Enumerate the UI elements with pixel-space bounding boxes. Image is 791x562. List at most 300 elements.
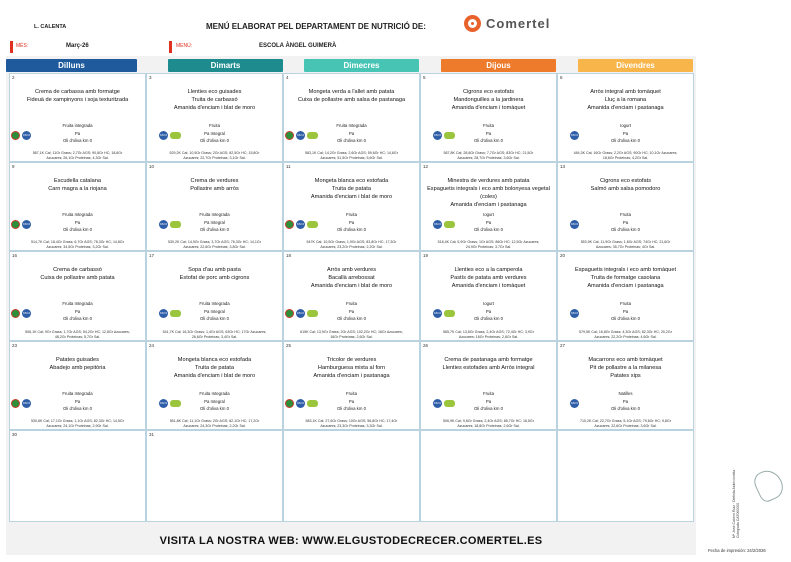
dessert: Iogurt: [483, 301, 494, 306]
nutrition-line-1: 529,2K Cal; 10,5Gr Grass; 2Gr AGS; 82,5Gr HC; 15,8Gr: [169, 151, 260, 155]
dish-first: Crema de carbassó: [53, 267, 102, 273]
diet-icons: [422, 396, 462, 412]
diet-icons: [11, 306, 51, 322]
nutrition-info: [423, 330, 554, 339]
day-cell: [557, 162, 694, 251]
header-top: [6, 8, 696, 40]
diet-icons: [285, 396, 325, 412]
oil: Oli d'oliva km 0: [337, 316, 366, 321]
oil: Oli d'oliva km 0: [474, 316, 503, 321]
dish-first: Espaguetis integrals i eco amb tomàquet: [574, 267, 677, 273]
dish-second: Truita de patata: [195, 365, 234, 371]
day-dimecres: Dimecres: [304, 59, 419, 72]
signature-text: Mª José Cabero Ruiz · Dietista-Nutricionista · Colegiada CAT000000: [732, 467, 740, 538]
day-cell: [9, 341, 146, 430]
dish-second: Abadejo amb pepitòria: [49, 365, 106, 371]
nutrition-info: [149, 419, 280, 428]
diet-icons: [422, 217, 462, 233]
dish-second: Mandonguilles a la jardinera: [453, 97, 524, 103]
day-number: 2: [12, 75, 15, 80]
dish-first: Patates guisades: [56, 357, 99, 363]
nutrition-line-2: Azucares; 23,3Gr Proteinas; 3,3Gr Sal.: [320, 423, 383, 428]
nutrition-line-1: 484,3K Cal; 16Gr Grass; 2,2Gr AGS; 90Gr HC; 10,1Gr Azucares;: [573, 151, 678, 155]
eco-icon: [170, 132, 181, 139]
dish-third: Amanida d'enciam i blat de moro: [310, 283, 393, 289]
day-cell: [283, 162, 420, 251]
dish-first: Mongeta verda a l'allet amb patata: [308, 89, 395, 95]
dish-list: [12, 88, 143, 104]
dish-third: Amanida d'enciam i pastanaga: [587, 283, 664, 289]
nutrition-line-2: Azucares; 22,7Gr Proteinas; 3,1Gr Sal.: [183, 155, 246, 160]
km0-icon: KM 0: [22, 399, 31, 408]
nutrition-line-1: 506,9K Cal; 9,6Gr Grass; 2,4Gr AGS; 85,7Gr HC; 16,5Gr: [443, 419, 534, 423]
day-cell: [9, 251, 146, 341]
dish-second: Truita de patata: [332, 186, 371, 192]
nutrition-line-2: Azucares; 22,6Gr Proteinas; 3,8Gr Sal.: [183, 244, 246, 249]
km0-icon: KM 0: [570, 309, 579, 318]
nutrition-line-1: 506,1K Cal; 9Gr Grass; 1,7Gr AGS; 54,2Gr HC; 12,8Gr Azucares;: [25, 330, 130, 334]
dish-first: Crema de pastanaga amb formatge: [444, 357, 533, 363]
day-dilluns: Dilluns: [6, 59, 137, 72]
dish-first: Llenties eco a la camperola: [454, 267, 523, 273]
dessert: Fruita: [620, 301, 631, 306]
dessert: Fruita: [483, 391, 494, 396]
dish-list: [149, 88, 280, 112]
nutrition-line-2: Azucares; 23,2Gr Proteinas; 2,2Gr Sal.: [320, 244, 383, 249]
nutrition-line-1: 547K Cal; 10,5Gr Grass; 1,9Gr AGS; 83,8Gr HC; 17,3Gr: [306, 240, 397, 244]
signature-icon: [751, 466, 787, 504]
oil: Oli d'oliva km 0: [474, 406, 503, 411]
bread: Pa: [485, 308, 492, 314]
header-info: [6, 40, 696, 56]
dish-list: [149, 177, 280, 193]
bread: Pa Integral: [204, 219, 225, 225]
nutrition-line-1: 583,1K Cal; 27,6Gr Grass; 10Gr AGS; 56,8Gr HC; 17,4Gr: [305, 419, 398, 423]
bread: Pa: [622, 219, 629, 225]
day-number: 9: [12, 164, 15, 169]
km0-icon: KM 0: [296, 131, 305, 140]
bread: Pa: [622, 398, 629, 404]
day-number: 20: [560, 253, 566, 258]
dessert: Fruita: [209, 123, 220, 128]
day-number: 4: [286, 75, 289, 80]
menu-marker: [169, 41, 172, 53]
dish-second: Lluç a la romana: [604, 97, 647, 103]
dish-list: [286, 88, 417, 104]
dessert: Fruita Integrada: [199, 212, 230, 217]
school-name: ESCOLA ÀNGEL GUIMERÀ: [259, 43, 337, 49]
vegetables-icon: [285, 220, 294, 229]
dessert: Fruita Integrada: [62, 212, 93, 217]
menu-sheet: [6, 8, 696, 555]
nutrition-info: [149, 151, 280, 160]
day-cell: [9, 73, 146, 162]
dish-list: [286, 356, 417, 380]
day-number: 24: [149, 343, 155, 348]
bread: Pa: [74, 219, 81, 225]
month-value: Març-26: [66, 43, 89, 49]
oil: Oli d'oliva km 0: [474, 227, 503, 232]
dish-first: Crema de carbassa amb formatge: [35, 89, 120, 95]
bread: Pa Integral: [204, 398, 225, 404]
oil: Oli d'oliva km 0: [200, 316, 229, 321]
dish-first: Crema de verdures: [190, 178, 239, 184]
day-cell: [420, 251, 557, 341]
dish-second: Carn magra a la riojana: [48, 186, 107, 192]
dish-third: Patates xips: [610, 373, 641, 379]
month-marker: [10, 41, 13, 53]
eco-icon: [307, 400, 318, 407]
dish-list: [423, 266, 554, 290]
day-number: 11: [286, 164, 291, 169]
dish-second: Pastís de patata amb verdures: [450, 275, 527, 281]
diet-icons: [422, 306, 462, 322]
nutrition-line-1: 530,2K Cal; 14,9Gr Grass; 3,7Gr AGS; 76,3Gr HC; 14,1Gr: [168, 240, 261, 244]
day-cell: [146, 73, 283, 162]
km0-icon: KM 0: [296, 309, 305, 318]
eco-icon: [444, 310, 455, 317]
dish-third: Amanida d'enciam i pastanaga: [450, 202, 527, 208]
bread: Pa: [348, 219, 355, 225]
nutrition-line-1: 583,1K Cal; 14,2Gr Grass; 2,6Gr AGS; 59,6Gr HC; 14,6Gr: [305, 151, 398, 155]
dessert: Fruita Integrada: [336, 123, 367, 128]
day-cell: [146, 341, 283, 430]
nutrition-line-1: 514,7K Cal; 18,4Gr Grass; 6,7Gr AGS; 78,3Gr HC; 14,8Gr: [31, 240, 124, 244]
dish-list: [423, 177, 554, 209]
dish-second: Bacallà arrebossat: [328, 275, 375, 281]
day-number: 5: [423, 75, 426, 80]
dish-second: Truita de carbassó: [191, 97, 238, 103]
day-number: 25: [286, 343, 292, 348]
dish-first: Sopa d'au amb pasta: [188, 267, 241, 273]
dish-first: Mongeta blanca eco estofada: [177, 357, 252, 363]
dish-second: Pit de pollastre a la milanesa: [589, 365, 662, 371]
day-number: 27: [560, 343, 566, 348]
nutrition-info: [12, 419, 143, 428]
day-cell: [420, 162, 557, 251]
nutrition-line-2: 48,2Gr Proteinas; 5,7Gr Sal.: [54, 334, 101, 339]
dish-third: Amanida d'enciam i blat de moro: [173, 373, 256, 379]
bread: Pa Integral: [204, 130, 225, 136]
day-cell: [146, 162, 283, 251]
dish-second: Salmó amb salsa pomodoro: [590, 186, 661, 192]
bread: Pa: [622, 130, 629, 136]
dish-second: Truita de formatge casolana: [590, 275, 661, 281]
oil: Oli d'oliva km 0: [611, 316, 640, 321]
oil: Oli d'oliva km 0: [63, 406, 92, 411]
diet-icons: [285, 128, 325, 144]
day-number: 3: [149, 75, 152, 80]
center-label: L. CALENTA: [34, 24, 67, 30]
dish-list: [12, 356, 143, 372]
nutrition-line-1: 518,4K Cal; 5,9Gr Grass; 1Gr AGS; 86Gr HC; 12,5Gr Azucares;: [437, 240, 540, 244]
nutrition-line-2: Azucares; 51,5Gr Proteinas; 5,6Gr Sal.: [320, 155, 383, 160]
diet-icons: [148, 217, 188, 233]
dessert: Fruita: [346, 391, 357, 396]
day-cell: [9, 162, 146, 251]
eco-icon: [444, 132, 455, 139]
bread: Pa: [485, 219, 492, 225]
km0-icon: KM 0: [570, 220, 579, 229]
bread: Pa: [348, 398, 355, 404]
day-cell: [146, 251, 283, 341]
vegetables-icon: [285, 131, 294, 140]
eco-icon: [307, 310, 318, 317]
menu-by-title: MENÚ ELABORAT PEL DEPARTAMENT DE NUTRICIÓ DE:: [206, 22, 426, 31]
brand-logo: [464, 15, 550, 32]
day-dimarts: Dimarts: [168, 59, 283, 72]
diet-icons: [148, 128, 188, 144]
dish-third: Amanida d'enciam i blat de moro: [310, 194, 393, 200]
oil: Oli d'oliva km 0: [200, 227, 229, 232]
nutrition-info: [286, 151, 417, 160]
vegetables-icon: [285, 309, 294, 318]
dish-first: Tricolor de verdures: [326, 357, 377, 363]
dish-first: Cigrons eco estofats: [600, 178, 651, 184]
nutrition-info: [12, 330, 143, 339]
day-cell: [420, 341, 557, 430]
diet-icons: [559, 306, 599, 322]
day-number: 19: [423, 253, 429, 258]
nutrition-info: [149, 240, 280, 249]
vegetables-icon: [11, 131, 20, 140]
day-number: 30: [12, 432, 18, 437]
vegetables-icon: [11, 309, 20, 318]
dish-second: Fideuà de xampinyons i soja texturitzada: [26, 97, 129, 103]
bread: Pa: [74, 398, 81, 404]
dish-first: Llenties eco guisades: [187, 89, 242, 95]
dish-second: Estofat de porc amb cigrons: [179, 275, 250, 281]
dish-list: [423, 88, 554, 112]
km0-icon: KM 0: [570, 399, 579, 408]
brand-name: Comertel: [486, 16, 551, 31]
nutrition-info: [286, 240, 417, 249]
diet-icons: [559, 128, 599, 144]
oil: Oli d'oliva km 0: [611, 138, 640, 143]
nutrition-line-2: Azucares; 24,1Gr Proteinas; 2,9Gr Sal.: [46, 423, 109, 428]
dish-list: [12, 266, 143, 282]
bread: Pa: [348, 308, 355, 314]
nutrition-info: [286, 419, 417, 428]
day-cell: [557, 251, 694, 341]
vegetables-icon: [11, 220, 20, 229]
km0-icon: KM 0: [433, 399, 442, 408]
oil: Oli d'oliva km 0: [63, 227, 92, 232]
website-footer[interactable]: VISITA LA NOSTRA WEB: WWW.ELGUSTODECRECER.COMERTEL.ES: [159, 535, 543, 547]
dish-list: [560, 177, 691, 193]
nutrition-line-1: 615K Cal; 13,9Gr Grass; 2Gr AGS; 102,2Gr HC; 16Gr Azucares;: [300, 330, 403, 334]
day-number: 6: [560, 75, 563, 80]
dish-first: Cigrons eco estofats: [463, 89, 514, 95]
nutrition-info: [286, 330, 417, 339]
nutrition-line-2: Azucares; 34,5Gr Proteinas; 3,2Gr Sal.: [46, 244, 109, 249]
day-cell: [283, 341, 420, 430]
dish-second: Hamburguesa mixta al forn: [317, 365, 386, 371]
nutrition-info: [560, 419, 691, 428]
nutrition-line-1: 579,5K Cal; 16,8Gr Grass; 4,3Gr AGS; 82,3Gr HC; 20,2Gr: [579, 330, 672, 334]
dessert: Fruita integrada: [62, 123, 93, 128]
dish-third: Amanida d'enciam i tomàquet: [451, 105, 526, 111]
dish-list: [286, 177, 417, 201]
dessert: Fruita Integrada: [199, 301, 230, 306]
diet-icons: [11, 217, 51, 233]
day-number: 26: [423, 343, 429, 348]
nutrition-line-1: 710,2K Cal; 22,7Gr Grass; 5,1Gr AGS; 79,6Gr HC; 9,8Gr: [580, 419, 671, 423]
nutrition-line-1: 551,8K Cal; 11,1Gr Grass; 2Gr AGS; 82,1Gr HC; 17,2Gr: [169, 419, 260, 423]
km0-icon: KM 0: [433, 309, 442, 318]
eco-icon: [307, 221, 318, 228]
dish-second: Llenties estofades amb Arròs integral: [442, 365, 535, 371]
oil: Oli d'oliva km 0: [337, 138, 366, 143]
day-cell: [420, 430, 557, 522]
km0-icon: KM 0: [433, 131, 442, 140]
km0-icon: KM 0: [296, 399, 305, 408]
print-date: Fecha de impresión: 24/2/2026: [708, 548, 766, 553]
diet-icons: [11, 396, 51, 412]
dish-list: [12, 177, 143, 193]
dessert: Fruita: [483, 123, 494, 128]
nutrition-info: [12, 240, 143, 249]
day-cell: [557, 73, 694, 162]
bread: Pa: [485, 130, 492, 136]
nutrition-line-1: 553,9K Cal; 11,9Gr Grass; 1,6Gr AGS; 74Gr HC; 21,6Gr: [580, 240, 671, 244]
km0-icon: KM 0: [570, 131, 579, 140]
nutrition-line-2: Azucares; 28,7Gr Proteinas; 3,6Gr Sal.: [457, 155, 520, 160]
nutrition-line-2: Azucares; 16Gr Proteinas; 2,6Gr Sal.: [458, 334, 519, 339]
diet-icons: [148, 306, 188, 322]
nutrition-line-2: Azucares; 26,1Gr Proteinas; 4,3Gr Sal.: [46, 155, 109, 160]
km0-icon: KM 0: [22, 220, 31, 229]
dessert: Fruita: [346, 212, 357, 217]
nutrition-info: [423, 419, 554, 428]
dessert: Iogurt: [620, 123, 631, 128]
bread: Pa: [485, 398, 492, 404]
dish-third: Amanida d'enciam i pastanaga: [313, 373, 390, 379]
dish-list: [423, 356, 554, 372]
bread: Pa: [74, 130, 81, 136]
bread: Pa: [622, 308, 629, 314]
vegetables-icon: [11, 399, 20, 408]
oil: Oli d'oliva km 0: [611, 227, 640, 232]
dish-first: Escudella catalana: [54, 178, 101, 184]
diet-icons: [285, 217, 325, 233]
dish-list: [149, 356, 280, 380]
nutrition-line-1: 587,8K Cal; 28,8Gr Grass; 7,7Gr AGS; 83Gr HC; 21,5Gr: [443, 151, 534, 155]
day-number: 16: [12, 253, 18, 258]
km0-icon: KM 0: [296, 220, 305, 229]
dish-list: [149, 266, 280, 282]
oil: Oli d'oliva km 0: [200, 406, 229, 411]
nutrition-line-1: 565,7K Cal; 13,6Gr Grass; 2,4Gr AGS; 72,4Gr HC; 3,9Gr: [443, 330, 534, 334]
nutrition-line-1: 541,7K Cal; 16,3Gr Grass; 1,4Gr AGS; 63Gr HC; 17Gr Azucares;: [162, 330, 267, 334]
day-cell: [283, 73, 420, 162]
km0-icon: KM 0: [22, 309, 31, 318]
oil: Oli d'oliva km 0: [63, 316, 92, 321]
day-number: 12: [423, 164, 429, 169]
nutrition-info: [560, 151, 691, 160]
eco-icon: [170, 221, 181, 228]
bread: Pa: [348, 130, 355, 136]
diet-icons: [559, 396, 599, 412]
day-divendres: Divendres: [578, 59, 693, 72]
day-cell: [9, 430, 146, 522]
day-cell: [283, 430, 420, 522]
menu-tag: MENÚ:: [176, 43, 193, 49]
diet-icons: [148, 396, 188, 412]
nutrition-line-2: Azucares; 22,6Gr Proteinas; 3,6Gr Sal.: [594, 423, 657, 428]
oil: Oli d'oliva km 0: [474, 138, 503, 143]
diet-icons: [285, 306, 325, 322]
month-tag: MÉS:: [16, 43, 29, 49]
km0-icon: KM 0: [159, 131, 168, 140]
dish-list: [560, 266, 691, 290]
dish-third: Amanida d'enciam i blat de moro: [173, 105, 256, 111]
diet-icons: [559, 217, 599, 233]
nutrition-line-1: 587,1K Cal; 11Gr Grass; 2,7Gr AGS; 90,8Gr HC; 18,6Gr: [32, 151, 123, 155]
bread: Pa Integral: [204, 308, 225, 314]
nutrition-info: [423, 151, 554, 160]
dish-first: Mongeta blanca eco estofada: [314, 178, 389, 184]
day-cell: [146, 430, 283, 522]
dish-first: Arròs amb verdures: [326, 267, 377, 273]
oil: Oli d'oliva km 0: [337, 406, 366, 411]
dessert: Natilles: [618, 391, 633, 396]
dessert: Fruita Integrada: [62, 391, 93, 396]
dish-third: Amanida d'enciam i tomàquet: [451, 283, 526, 289]
oil: Oli d'oliva km 0: [63, 138, 92, 143]
dish-third: Amanida d'enciam i pastanaga: [587, 105, 664, 111]
day-number: 23: [12, 343, 18, 348]
day-number: 18: [286, 253, 292, 258]
dish-list: [560, 88, 691, 112]
km0-icon: KM 0: [159, 399, 168, 408]
nutrition-line-2: Azucares; 18,8Gr Proteinas; 2,6Gr Sal.: [457, 423, 520, 428]
dish-first: Minestra de verdures amb patata: [447, 178, 530, 184]
nutrition-line-1: 530,6K Cal; 17,1Gr Grass; 1,1Gr AGS; 82,3Gr HC; 14,5Gr: [31, 419, 124, 423]
comertel-logo-icon: [464, 15, 481, 32]
dish-second: Pollastre amb arròs: [190, 186, 239, 192]
oil: Oli d'oliva km 0: [337, 227, 366, 232]
vegetables-icon: [285, 399, 294, 408]
dish-second: Cuixa de pollastre amb salsa de pastanaga: [297, 97, 406, 103]
eco-icon: [444, 221, 455, 228]
day-number: 17: [149, 253, 155, 258]
km0-icon: KM 0: [22, 131, 31, 140]
dessert: Fruita: [346, 301, 357, 306]
dessert: Iogurt: [483, 212, 494, 217]
nutrition-line-2: 26,6Gr Proteinas; 3,4Gr Sal.: [191, 334, 238, 339]
eco-icon: [307, 132, 318, 139]
nutrition-line-2: Azucares; 22,2Gr Proteinas; 4,6Gr Sal.: [594, 334, 657, 339]
day-number: 31: [149, 432, 155, 437]
bread: Pa: [74, 308, 81, 314]
day-number: 10: [149, 164, 155, 169]
nutrition-line-2: Azucares; 35,7Gr Proteinas; 4Gr Sal.: [595, 244, 656, 249]
nutrition-info: [560, 240, 691, 249]
nutrition-line-2: 18,6Gr Proteinas; 4,2Gr Sal.: [602, 155, 649, 160]
eco-icon: [170, 400, 181, 407]
dish-second: Cuixa de pollastre amb patata: [40, 275, 115, 281]
dish-first: Arròs integral amb tomàquet: [590, 89, 661, 95]
km0-icon: KM 0: [159, 309, 168, 318]
eco-icon: [444, 400, 455, 407]
day-number: 13: [560, 164, 566, 169]
nutrition-line-2: 16Gr Proteinas; 2,6Gr Sal.: [330, 334, 373, 339]
km0-icon: KM 0: [159, 220, 168, 229]
diet-icons: [11, 128, 51, 144]
oil: Oli d'oliva km 0: [200, 138, 229, 143]
dessert: Fruita Integrada: [199, 391, 230, 396]
